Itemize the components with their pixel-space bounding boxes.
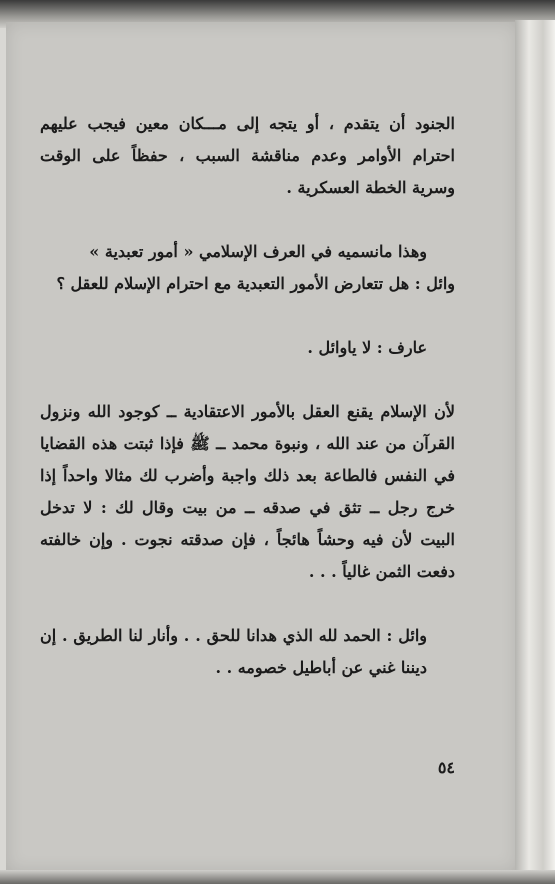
book-page-edge (515, 20, 555, 884)
paragraph: لأن الإسلام يقنع العقل بالأمور الاعتقادية ــ كوجود الله ونزول القرآن من عند الله ، ونبوة محمد ــ ﷺ فإذا ثبتت هذه القضايا في النفس فالطاعة بعد ذلك واجبة وأضرب لك مثالا واحداً إذا خرج رجل ــ تثق في صدقه ــ من بيت وقال لك : لا تدخل البيت لأن فيه وحشاً هائجاً ، فإن صدقته نجوت . وإن خالفته دفعت الثمن غالياً . . . (40, 402, 455, 581)
page-number: ٥٤ (437, 758, 455, 777)
page-text (40, 108, 455, 684)
paragraph: عارف : لا ياوائل . (307, 338, 427, 357)
paragraph: وائل : الحمد لله الذي هدانا للحق . . وأنار لنا الطريق . إن ديننا غني عن أباطيل خصومه . . (40, 626, 427, 677)
book-bottom-shadow (0, 870, 555, 884)
paragraph: الجنود أن يتقدم ، أو يتجه إلى مـــكان معين فيجب عليهم احترام الأوامر وعدم مناقشة السبب ، حفظاً على الوقت وسرية الخطة العسكرية . (40, 114, 455, 197)
paragraph: وهذا مانسميه في العرف الإسلامي « أمور تعبدية » (89, 242, 427, 261)
paragraph: وائل : هل تتعارض الأمور التعبدية مع احترام الإسلام للعقل ؟ (56, 274, 455, 293)
